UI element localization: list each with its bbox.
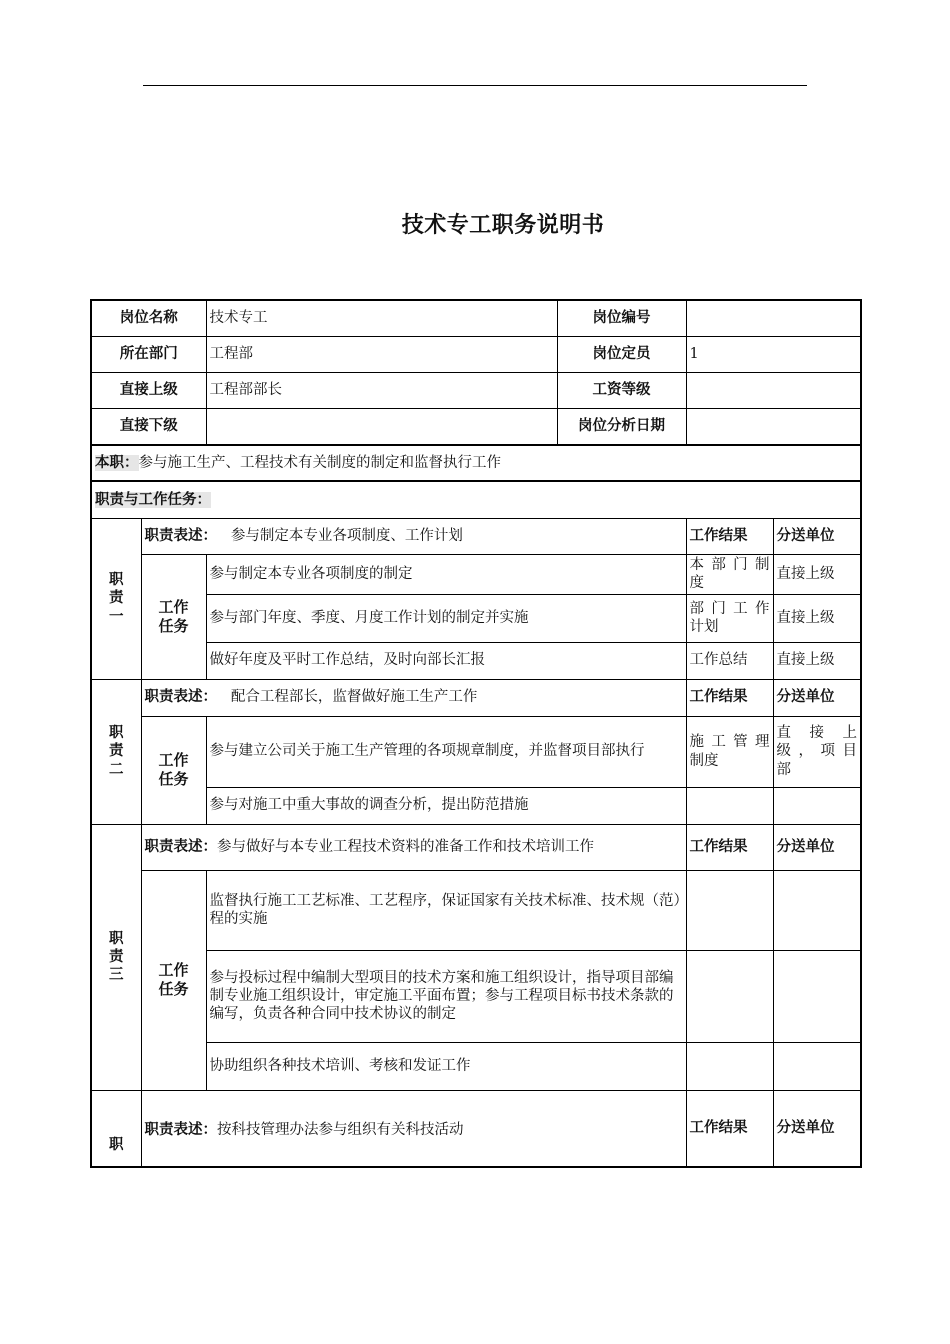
position-name-label: 岗位名称	[91, 300, 206, 336]
duty-2-dest-header: 分送单位	[773, 679, 861, 716]
duty-2-task-2-result	[686, 787, 773, 824]
duty-3-task-label: 工作 任务	[141, 870, 206, 1090]
analysis-date-label: 岗位分析日期	[557, 408, 686, 445]
duty-3-task-1-dest	[773, 870, 861, 950]
duty-3-label: 职 责 三	[91, 824, 141, 1090]
duty-1-task-1-result: 本部门制 度	[686, 554, 773, 594]
duty-4-dest-header: 分送单位	[773, 1090, 861, 1167]
duty-1-result-header: 工作结果	[686, 518, 773, 554]
duty-1-task-2-dest: 直接上级	[773, 594, 861, 642]
duty-3-task-2-dest	[773, 950, 861, 1042]
duty-1-task-3-dest: 直接上级	[773, 642, 861, 679]
dept-label: 所在部门	[91, 336, 206, 372]
duty-3-task-3-dest	[773, 1042, 861, 1090]
duty-3-task-2-result	[686, 950, 773, 1042]
duty-1-task-1-dest: 直接上级	[773, 554, 861, 594]
position-no-label: 岗位编号	[557, 300, 686, 336]
duty-1-task-2: 参与部门年度、季度、月度工作计划的制定并实施	[206, 594, 686, 642]
duty-1-desc: 职责表述： 参与制定本专业各项制度、工作计划	[141, 518, 686, 554]
job-description-table	[90, 299, 862, 1168]
duty-3-task-1-result	[686, 870, 773, 950]
duty-1-task-1: 参与制定本专业各项制度的制定	[206, 554, 686, 594]
duty-3-task-3: 协助组织各种技术培训、考核和发证工作	[206, 1042, 686, 1090]
headcount-value: 1	[686, 336, 861, 372]
dept-value: 工程部	[206, 336, 557, 372]
duty-2-task-1-result: 施工管理 制度	[686, 716, 773, 787]
duty-3-result-header: 工作结果	[686, 824, 773, 870]
responsibilities-header: 职责与工作任务：	[91, 481, 861, 518]
duty-4-label: 职	[91, 1090, 141, 1167]
subordinate-value	[206, 408, 557, 445]
duty-3-task-1: 监督执行施工工艺标准、工艺程序，保证国家有关技术标准、技术规（范）程的实施	[206, 870, 686, 950]
duty-3-desc: 职责表述：参与做好与本专业工程技术资料的准备工作和技术培训工作	[141, 824, 686, 870]
position-no-value	[686, 300, 861, 336]
grade-label: 工资等级	[557, 372, 686, 408]
analysis-date-value	[686, 408, 861, 445]
duty-2-result-header: 工作结果	[686, 679, 773, 716]
subordinate-label: 直接下级	[91, 408, 206, 445]
duty-1-task-3: 做好年度及平时工作总结，及时向部长汇报	[206, 642, 686, 679]
header-rule	[143, 85, 807, 86]
duty-4-result-header: 工作结果	[686, 1090, 773, 1167]
duty-4-desc: 职责表述：按科技管理办法参与组织有关科技活动	[141, 1090, 686, 1167]
document-title: 技术专工职务说明书	[401, 213, 605, 238]
duty-3-task-2: 参与投标过程中编制大型项目的技术方案和施工组织设计，指导项目部编制专业施工组织设计，审定施工平面布置；参与工程项目标书技术条款的编写，负责各种合同中技术协议的制定	[206, 950, 686, 1042]
duty-2-task-2-dest	[773, 787, 861, 824]
duty-2-desc: 职责表述： 配合工程部长，监督做好施工生产工作	[141, 679, 686, 716]
main-duty-label: 本职：	[95, 454, 139, 471]
duty-1-dest-header: 分送单位	[773, 518, 861, 554]
main-duty-row	[91, 445, 861, 481]
main-duty-text: 参与施工生产、工程技术有关制度的制定和监督执行工作	[138, 454, 501, 471]
duty-1-task-2-result: 部门工作 计划	[686, 594, 773, 642]
position-name-value: 技术专工	[206, 300, 557, 336]
duty-1-task-3-result: 工作总结	[686, 642, 773, 679]
grade-value	[686, 372, 861, 408]
duty-3-dest-header: 分送单位	[773, 824, 861, 870]
superior-value: 工程部部长	[206, 372, 557, 408]
superior-label: 直接上级	[91, 372, 206, 408]
duty-2-task-label: 工作 任务	[141, 716, 206, 824]
duty-2-label: 职 责 二	[91, 679, 141, 824]
duty-2-task-2: 参与对施工中重大事故的调查分析，提出防范措施	[206, 787, 686, 824]
headcount-label: 岗位定员	[557, 336, 686, 372]
duty-1-task-label: 工作 任务	[141, 554, 206, 679]
duty-1-label: 职 责 一	[91, 518, 141, 679]
duty-2-task-1: 参与建立公司关于施工生产管理的各项规章制度，并监督项目部执行	[206, 716, 686, 787]
duty-3-task-3-result	[686, 1042, 773, 1090]
duty-2-task-1-dest: 直接上 级，项目 部	[773, 716, 861, 787]
